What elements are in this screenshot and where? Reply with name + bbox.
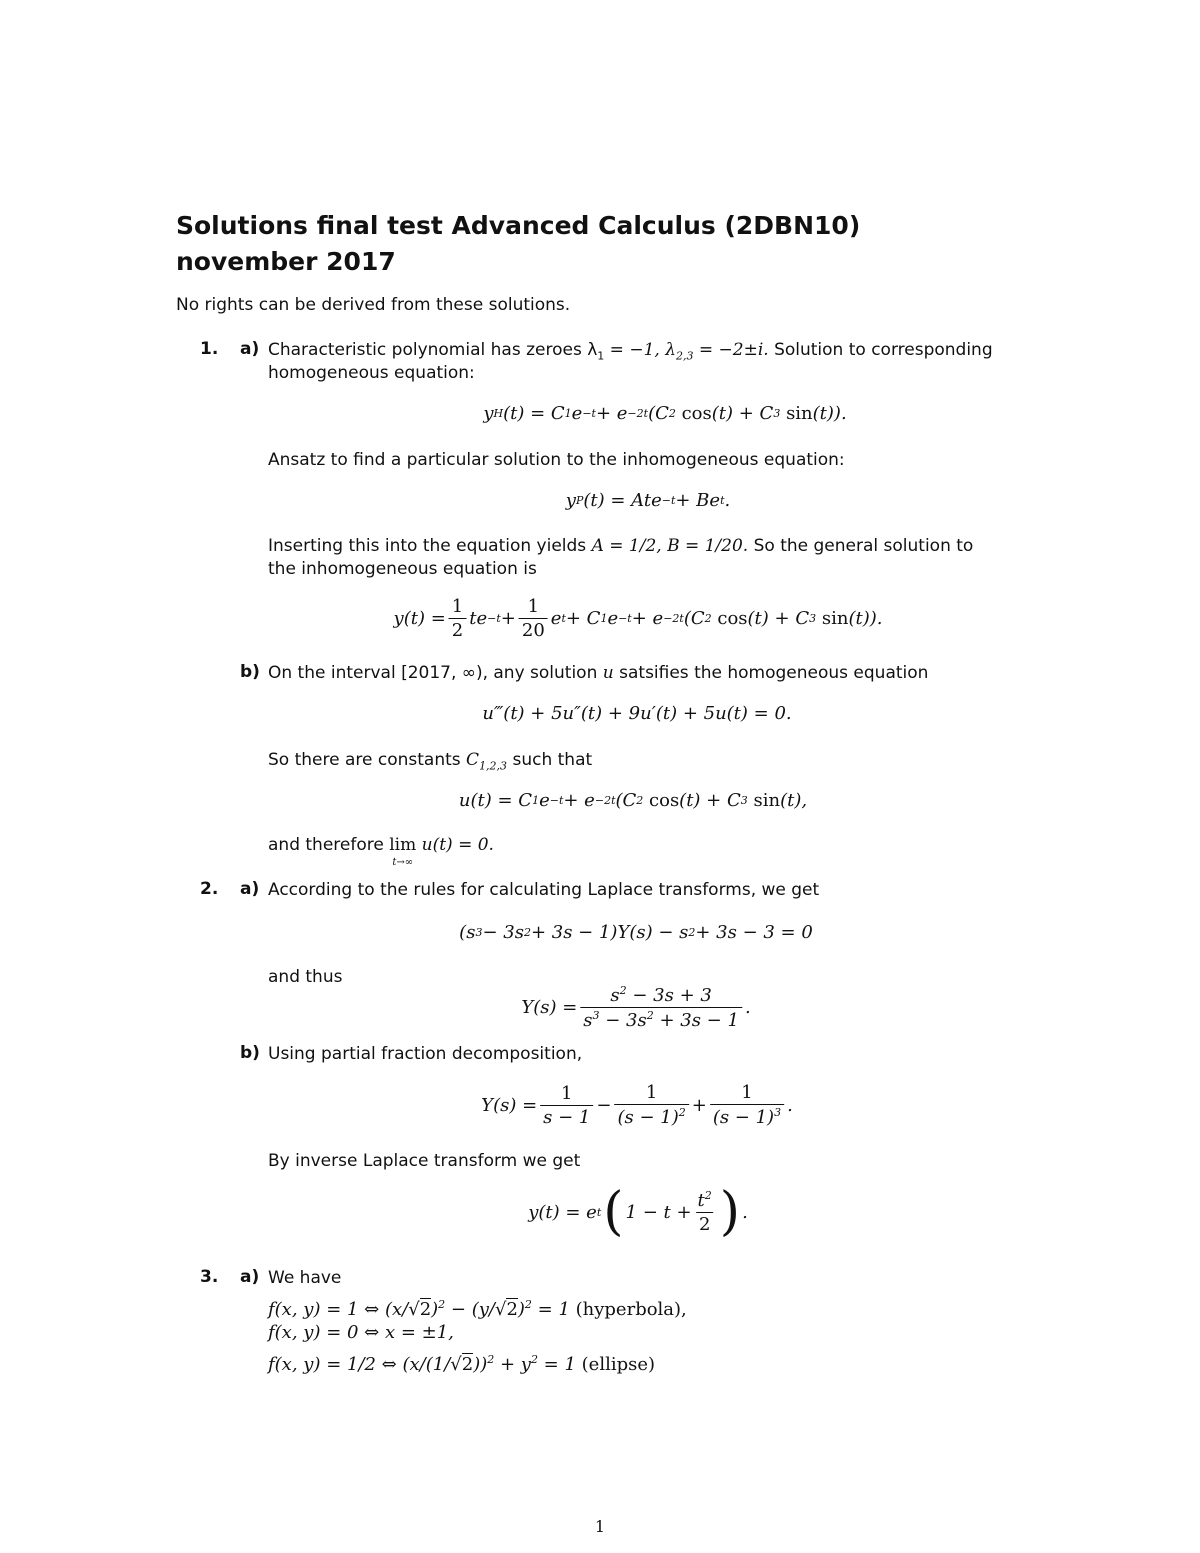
- equation-yp: y P (t) = Ate −t + Be t .: [565, 490, 731, 511]
- q1b-text-1: On the interval [2017, ∞), any solution: [268, 663, 598, 683]
- q1b-label: b): [240, 662, 260, 682]
- document-title: [176, 208, 860, 280]
- q3a-level-set-half: f(x, y) = 1/2 ⇔ $(x/(1/√2))^2 + y^2 = 1$ (ellipse): [268, 1353, 656, 1375]
- q1b-text-1b: satsifies the homogeneous equation: [619, 663, 929, 683]
- q1a-text-4a: Inserting this into the equation yields: [268, 536, 587, 556]
- question-1-number: 1.: [200, 339, 219, 359]
- q3a-label: a): [240, 1267, 260, 1287]
- equation-laplace: (s 3 − 3s 2 + 3s − 1)Y(s) − s 2 + 3s − 3 = 0: [459, 922, 813, 943]
- q2b-label: b): [240, 1043, 260, 1063]
- disclaimer: No rights can be derived from these solutions.: [176, 295, 571, 315]
- q1a-text-1b: Solution to corresponding: [774, 340, 993, 360]
- equation-general-solution: y(t) = $\frac{1}{2}$ te −t + $\frac{1}{20}$ e t + C 1 e −t + e −2t (C 2 cos (t) + C 3 sin (t)).: [393, 596, 883, 641]
- q1a-text-1: Characteristic polynomial has zeroes λ: [268, 340, 598, 360]
- q2a-label: a): [240, 879, 260, 899]
- equation-homogeneous-u: u‴(t) + 5u″(t) + 9u′(t) + 5u(t) = 0.: [482, 703, 792, 724]
- title-line-2: november 2017: [176, 247, 396, 276]
- q2b-line-2: By inverse Laplace transform we get: [268, 1151, 581, 1171]
- equation-yh: y H (t) = C 1 e −t + e −2t (C 2 cos (t) + C 3 sin (t)).: [483, 403, 847, 424]
- q1a-line-2: homogeneous equation:: [268, 363, 475, 383]
- q1b-text-3: and therefore: [268, 835, 384, 855]
- q1b-line-3: and therefore lim t→∞ u(t) = 0.: [268, 835, 494, 868]
- q1a-text-4b: So the general solution to: [753, 536, 974, 556]
- q1a-line-3: Ansatz to find a particular solution to the inhomogeneous equation:: [268, 450, 845, 470]
- q2a-line-1: According to the rules for calculating Laplace transforms, we get: [268, 880, 820, 900]
- q3a-hyperbola-label: (hyperbola),: [575, 1299, 687, 1320]
- question-2-number: 2.: [200, 879, 219, 899]
- q2b-line-1: Using partial fraction decomposition,: [268, 1044, 583, 1064]
- q2a-line-2: and thus: [268, 967, 343, 987]
- q3a-ellipse-label: (ellipse): [581, 1354, 656, 1375]
- q1b-line-2: So there are constants $C_{1,2,3}$ such that: [268, 750, 593, 773]
- q3a-level-set-1: f(x, y) = 1 ⇔ $(x/√2)^2 - (y/√2)^2 = 1$ (hyperbola),: [268, 1298, 687, 1320]
- question-3-number: 3.: [200, 1267, 219, 1287]
- page-number: 1: [594, 1517, 606, 1536]
- q1a-label: a): [240, 339, 260, 359]
- q1a-line-5: the inhomogeneous equation is: [268, 559, 537, 579]
- title-line-1: Solutions final test Advanced Calculus (2DBN10): [176, 211, 861, 240]
- q3a-line-1: We have: [268, 1268, 342, 1288]
- q1a-line-4: Inserting this into the equation yields A = 1/2, B = 1/20. So the general solution to: [268, 536, 974, 556]
- q1b-text-2b: such that: [512, 750, 593, 770]
- q1a-line-1: Characteristic polynomial has zeroes $\lambda_1 = -1$, $\lambda_{2,3} = -2\pm i$. Solution to corresponding: [268, 340, 993, 363]
- q1b-text-2: So there are constants: [268, 750, 461, 770]
- equation-Y-s: Y(s) = $\frac{s^2 - 3s + 3}{s^3 - 3s^2 + 3s - 1}$ .: [521, 984, 751, 1031]
- equation-u: u(t) = C 1 e −t + e −2t (C 2 cos (t) + C 3 sin (t),: [458, 790, 808, 811]
- equation-partial-fractions: Y(s) = $\frac{1}{s - 1}$ − $\frac{1}{(s - 1)^2}$ + $\frac{1}{(s - 1)^3}$ .: [481, 1082, 793, 1128]
- q1b-line-1: On the interval [2017, ∞), any solution u satsifies the homogeneous equation: [268, 663, 929, 683]
- q3a-level-set-0: f(x, y) = 0 ⇔ x = ±1,: [268, 1322, 454, 1343]
- equation-inverse-laplace: y(t) = e t ( 1 − t + $\frac{t^2}{2}$ ) .: [528, 1182, 748, 1242]
